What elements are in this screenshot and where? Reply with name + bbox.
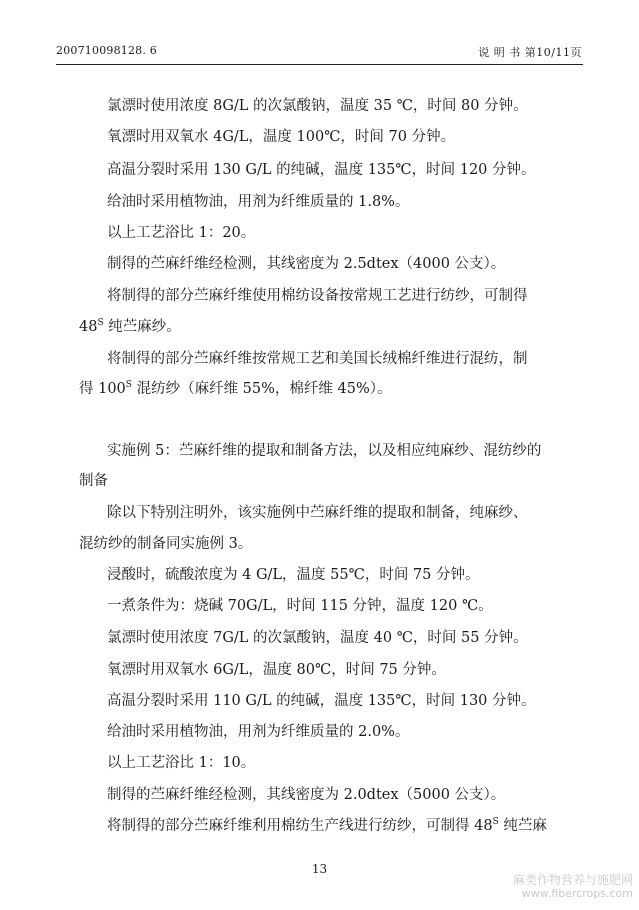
yarn-count-superscript: S <box>97 318 104 328</box>
body-line: 给油时采用植物油，用剂为纤维质量的 2.0%。 <box>107 724 410 740</box>
line-text: 得 100 <box>79 381 126 397</box>
watermark <box>513 873 633 901</box>
page-number: 13 <box>311 862 328 876</box>
body-line: 氧漂时用双氧水 4G/L，温度 100℃，时间 70 分钟。 <box>107 129 456 145</box>
patent-number: 200710098128. 6 <box>56 44 157 57</box>
yarn-count-superscript: S <box>125 380 132 390</box>
body-line: 高温分裂时采用 130 G/L 的纯碱，温度 135℃，时间 120 分钟。 <box>107 162 536 178</box>
body-line: 以上工艺浴比 1：20。 <box>107 225 256 241</box>
line-text: 纯苎麻纱。 <box>103 319 181 335</box>
watermark-url: www.fibercrops.com <box>521 887 633 900</box>
body-line <box>79 380 392 398</box>
line-text: 将制得的部分苎麻纤维利用棉纺生产线进行纺纱，可制得 48 <box>107 818 493 834</box>
body-line: 高温分裂时采用 110 G/L 的纯碱，温度 135℃，时间 130 分钟。 <box>107 693 536 709</box>
watermark-text: 麻类作物营养与施肥网 <box>512 873 633 887</box>
body-line: 以上工艺浴比 1：10。 <box>107 755 256 771</box>
body-line <box>79 318 181 336</box>
body-line: 将制得的部分苎麻纤维使用棉纺设备按常规工艺进行纺纱，可制得 <box>107 288 528 304</box>
line-text: 混纺纱（麻纤维 55%，棉纤维 45%）。 <box>131 381 392 397</box>
body-line: 将制得的部分苎麻纤维按常规工艺和美国长绒棉纤维进行混纺，制 <box>107 351 528 367</box>
body-line: 制备 <box>79 473 108 489</box>
body-line: 氯漂时使用浓度 7G/L 的次氯酸钠，温度 40 ℃，时间 55 分钟。 <box>107 630 528 646</box>
body-line: 除以下特别注明外，该实施例中苎麻纤维的提取和制备，纯麻纱、 <box>107 505 528 521</box>
body-line: 给油时采用植物油，用剂为纤维质量的 1.8%。 <box>107 194 410 210</box>
body-line: 混纺纱的制备同实施例 3。 <box>79 536 253 552</box>
body-line <box>107 817 547 835</box>
body-line: 实施例 5：苎麻纤维的提取和制备方法，以及相应纯麻纱、混纺纱的 <box>107 443 542 459</box>
header-divider <box>56 64 583 65</box>
line-text: 纯苎麻 <box>498 818 547 834</box>
body-line: 浸酸时，硫酸浓度为 4 G/L，温度 55℃，时间 75 分钟。 <box>107 567 480 583</box>
body-line: 制得的苎麻纤维经检测，其线密度为 2.0dtex（5000 公支）。 <box>107 787 506 803</box>
yarn-count-superscript: S <box>492 817 499 827</box>
page-section-label: 说 明 书 第10/11页 <box>478 46 582 59</box>
body-line: 氯漂时使用浓度 8G/L 的次氯酸钠，温度 35 ℃，时间 80 分钟。 <box>107 98 528 114</box>
body-line: 制得的苎麻纤维经检测，其线密度为 2.5dtex（4000 公支）。 <box>107 256 506 272</box>
body-line: 一煮条件为：烧碱 70G/L，时间 115 分钟，温度 120 ℃。 <box>107 598 493 614</box>
body-line: 氧漂时用双氧水 6G/L，温度 80℃，时间 75 分钟。 <box>107 662 446 678</box>
line-text: 48 <box>79 319 98 335</box>
page-header <box>0 0 639 70</box>
